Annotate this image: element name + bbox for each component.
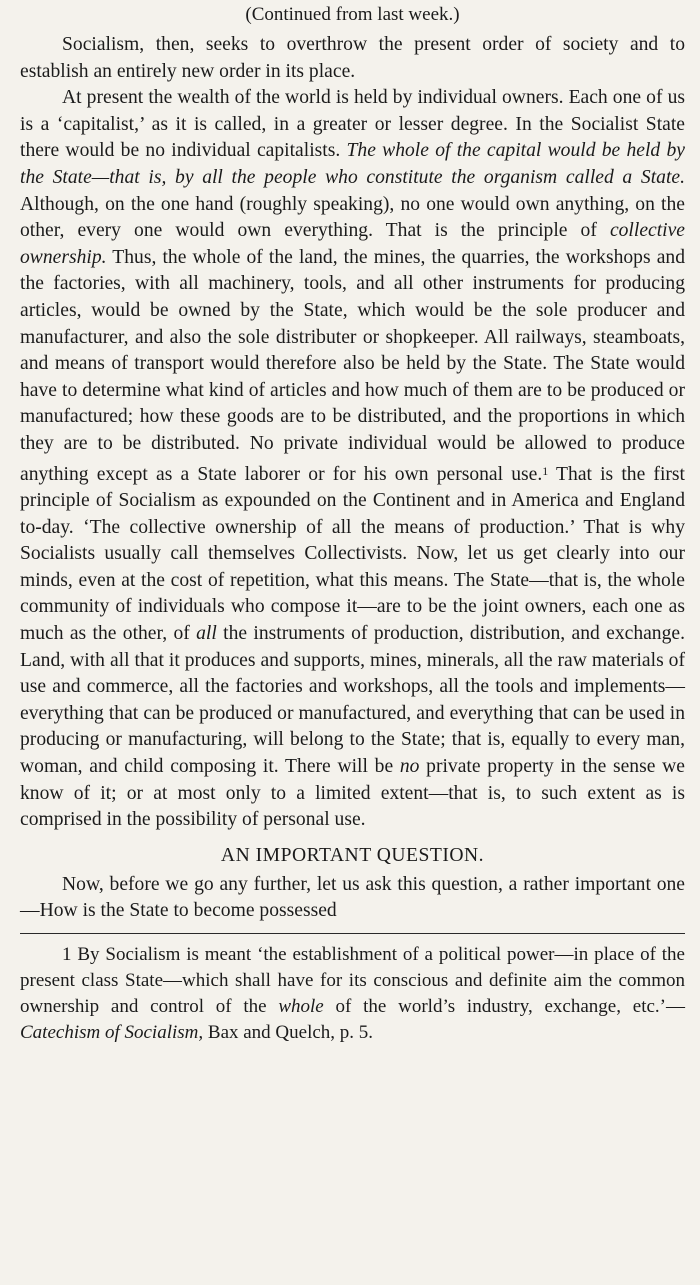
paragraph-2-italic-3: all <box>196 623 217 645</box>
footnote-text-1: 1 By Socialism is meant ‘the establishment of a political power—in place of the present class State—which shall have for its conscious and definite aim the common ownership and control of the <box>20 944 685 1017</box>
paragraph-2-text-1: At present the wealth of the world is held by individual owners. Each one of us is a ‘capitalist,’ as it is called, in a greater or lesser degree. In the Socialist State there would be no individual capitalists. <box>20 87 685 162</box>
paragraph-2-text-2: Although, on the one hand (roughly speaking), no one would own anything, on the other, every one would own everything. That is the principle of <box>20 193 685 242</box>
paragraph-2-italic-1: The whole of the capital would be held by the State—that is, by all the people who constitute the organism called a State. <box>20 140 685 188</box>
paragraph-2-text-3: Thus, the whole of the land, the mines, the quarries, the workshops and the factories, with all machinery, tools, and all other instruments for producing articles, would be owned by the State, which would be the sole producer and manufacturer, and also the sole distributer or shopkeeper. All railways, steamboats, and means of transport would therefore also be held by the State. The State would have to determine what kind of articles and how much of them are to be produced or manufactured; how these goods are to be distributed, and the proportions in which they are to be distributed. No private individual would be allowed to produce anything except as a State laborer or for his own personal use. <box>20 246 685 485</box>
paragraph-2-text-5: the instruments of production, distribution, and exchange. Land, with all that it produces and supports, mines, minerals, all the raw materials of use and commerce, all the factories and workshops, all the tools and implements—everything that can be produced or manufactured, and everything that can be used in producing or manufacturing, will belong to the State; that is, equally to every man, woman, and child composing it. There will be <box>20 623 685 778</box>
footnote-marker: 1 <box>542 463 549 478</box>
section-heading: AN IMPORTANT QUESTION. <box>220 844 485 866</box>
paragraph-2-italic-4: no <box>399 756 420 778</box>
footnote-italic-1: whole <box>278 996 324 1017</box>
footnote <box>20 942 685 1046</box>
footnote-text-2: of the world’s industry, exchange, etc.’— <box>323 996 685 1017</box>
footnote-divider <box>20 933 685 934</box>
paragraph-2-text-4: That is the first principle of Socialism as expounded on the Continent and in America and England to-day. ‘The collective ownership of all the means of production.’ That is why Socialists usually call themselves Collectivists. Now, let us get clearly into our minds, even at the cost of repetition, what this means. The State—that is, the whole community of individuals who compose it—are to be the joint owners, each one as much as the other, of <box>20 463 685 645</box>
paragraph-2-italic-2: collective ownership. <box>20 220 685 268</box>
paragraph-3: Now, before we go any further, let us ask this question, a rather important one—How is the State to become possessed <box>20 873 685 922</box>
paragraph-2-text-6: private property in the sense we know of it; or at most only to a limited extent—that is, to such extent as is comprised in the possibility of personal use. <box>20 756 685 831</box>
paragraph-1: Socialism, then, seeks to overthrow the present order of society and to establish an entirely new order in its place. <box>20 34 685 82</box>
footnote-italic-2: Catechism of Socialism, <box>20 1022 204 1043</box>
paragraph-2 <box>20 85 685 834</box>
footnote-text-3: Bax and Quelch, p. 5. <box>203 1022 374 1043</box>
continued-note: (Continued from last week.) <box>245 4 460 25</box>
